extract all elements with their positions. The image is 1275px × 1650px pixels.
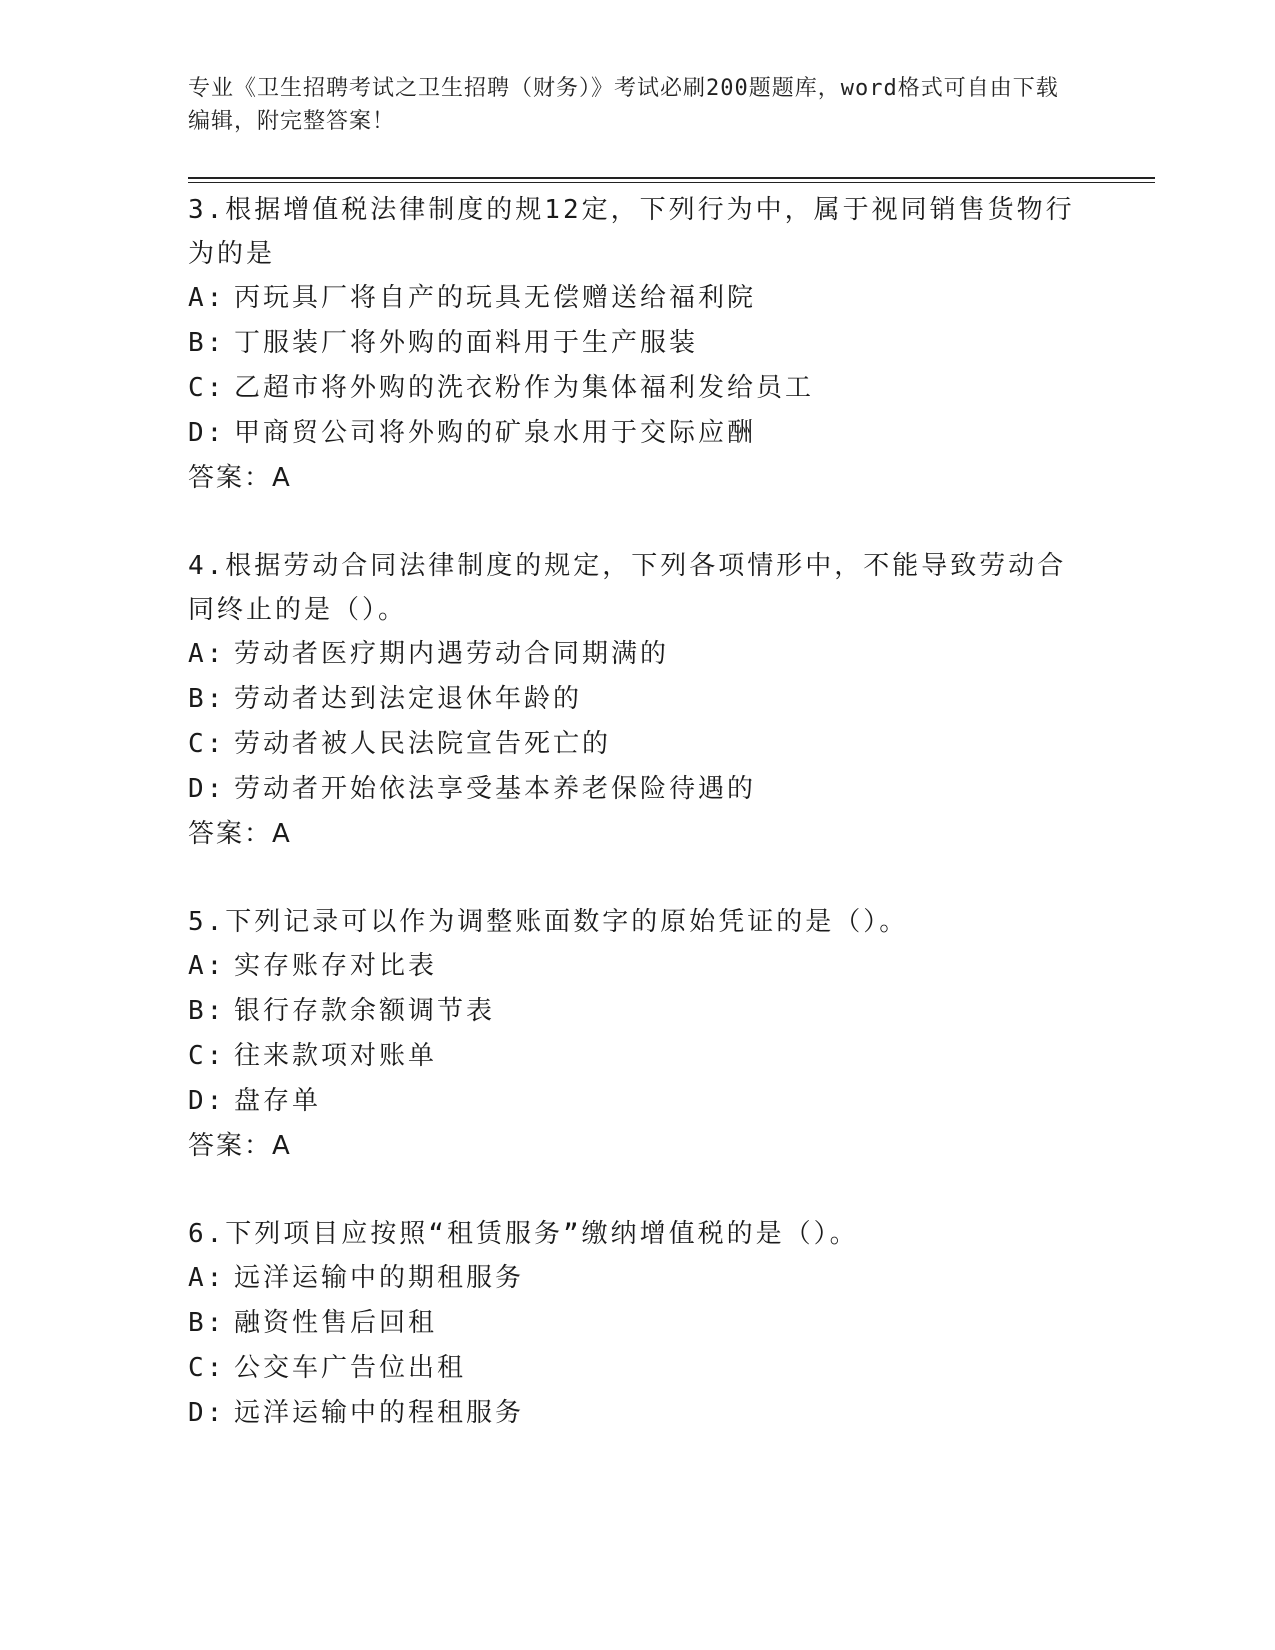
option-text: 甲商贸公司将外购的矿泉水用于交际应酬 bbox=[234, 418, 757, 448]
option-d bbox=[188, 767, 1088, 812]
option-b bbox=[188, 677, 1088, 722]
spacer bbox=[188, 501, 1088, 544]
question-stem: 3.根据增值税法律制度的规12定，下列行为中，属于视同销售货物行为的是 bbox=[188, 195, 1075, 269]
document-header: 专业《卫生招聘考试之卫生招聘（财务）》考试必刷200题题库，word格式可自由下载编辑，附完整答案！ bbox=[188, 76, 1059, 134]
option-a bbox=[188, 276, 1088, 321]
option-letter: A: bbox=[188, 639, 226, 669]
option-letter: C: bbox=[188, 729, 226, 759]
option-c bbox=[188, 1346, 1088, 1391]
option-b bbox=[188, 321, 1088, 366]
spacer bbox=[188, 857, 1088, 900]
option-letter: B: bbox=[188, 996, 226, 1026]
option-letter: D: bbox=[188, 418, 226, 448]
option-text: 往来款项对账单 bbox=[234, 1041, 438, 1071]
option-b bbox=[188, 989, 1088, 1034]
option-text: 劳动者医疗期内遇劳动合同期满的 bbox=[234, 639, 670, 669]
question-5 bbox=[188, 900, 1088, 1169]
option-d bbox=[188, 411, 1088, 456]
option-text: 公交车广告位出租 bbox=[234, 1353, 467, 1383]
option-c bbox=[188, 722, 1088, 767]
option-letter: C: bbox=[188, 1041, 226, 1071]
option-d bbox=[188, 1079, 1088, 1124]
option-letter: D: bbox=[188, 1398, 226, 1428]
option-letter: B: bbox=[188, 328, 226, 358]
option-letter: D: bbox=[188, 1086, 226, 1116]
option-text: 丁服装厂将外购的面料用于生产服装 bbox=[234, 328, 699, 358]
question-4 bbox=[188, 544, 1088, 857]
option-b bbox=[188, 1301, 1088, 1346]
answer-line: 答案：A bbox=[188, 463, 292, 493]
option-text: 远洋运输中的程租服务 bbox=[234, 1398, 525, 1428]
option-text: 劳动者开始依法享受基本养老保险待遇的 bbox=[234, 774, 757, 804]
question-stem: 4.根据劳动合同法律制度的规定，下列各项情形中，不能导致劳动合同终止的是（）。 bbox=[188, 551, 1067, 625]
option-letter: A: bbox=[188, 283, 226, 313]
option-text: 丙玩具厂将自产的玩具无偿赠送给福利院 bbox=[234, 283, 757, 313]
option-letter: C: bbox=[188, 1353, 226, 1383]
option-a bbox=[188, 944, 1088, 989]
option-text: 远洋运输中的期租服务 bbox=[234, 1263, 525, 1293]
option-letter: B: bbox=[188, 1308, 226, 1338]
question-6 bbox=[188, 1212, 1088, 1436]
option-letter: B: bbox=[188, 684, 226, 714]
option-c bbox=[188, 366, 1088, 411]
option-a bbox=[188, 632, 1088, 677]
option-letter: A: bbox=[188, 1263, 226, 1293]
header-divider-thick bbox=[188, 177, 1155, 179]
question-stem: 6.下列项目应按照“租赁服务”缴纳增值税的是（）。 bbox=[188, 1219, 859, 1249]
option-text: 盘存单 bbox=[234, 1086, 322, 1116]
option-text: 银行存款余额调节表 bbox=[234, 996, 496, 1026]
option-letter: A: bbox=[188, 951, 226, 981]
option-text: 劳动者被人民法院宣告死亡的 bbox=[234, 729, 612, 759]
answer-line: 答案：A bbox=[188, 1131, 292, 1161]
option-letter: C: bbox=[188, 373, 226, 403]
option-text: 实存账存对比表 bbox=[234, 951, 438, 981]
question-list bbox=[188, 188, 1088, 1436]
option-text: 乙超市将外购的洗衣粉作为集体福利发给员工 bbox=[234, 373, 815, 403]
header-divider-thin bbox=[188, 182, 1155, 183]
option-a bbox=[188, 1256, 1088, 1301]
option-text: 劳动者达到法定退休年龄的 bbox=[234, 684, 583, 714]
spacer bbox=[188, 1169, 1088, 1212]
answer-line: 答案：A bbox=[188, 819, 292, 849]
question-stem: 5.下列记录可以作为调整账面数字的原始凭证的是（）。 bbox=[188, 907, 909, 937]
option-text: 融资性售后回租 bbox=[234, 1308, 438, 1338]
question-3 bbox=[188, 188, 1088, 501]
option-letter: D: bbox=[188, 774, 226, 804]
option-c bbox=[188, 1034, 1088, 1079]
option-d bbox=[188, 1391, 1088, 1436]
